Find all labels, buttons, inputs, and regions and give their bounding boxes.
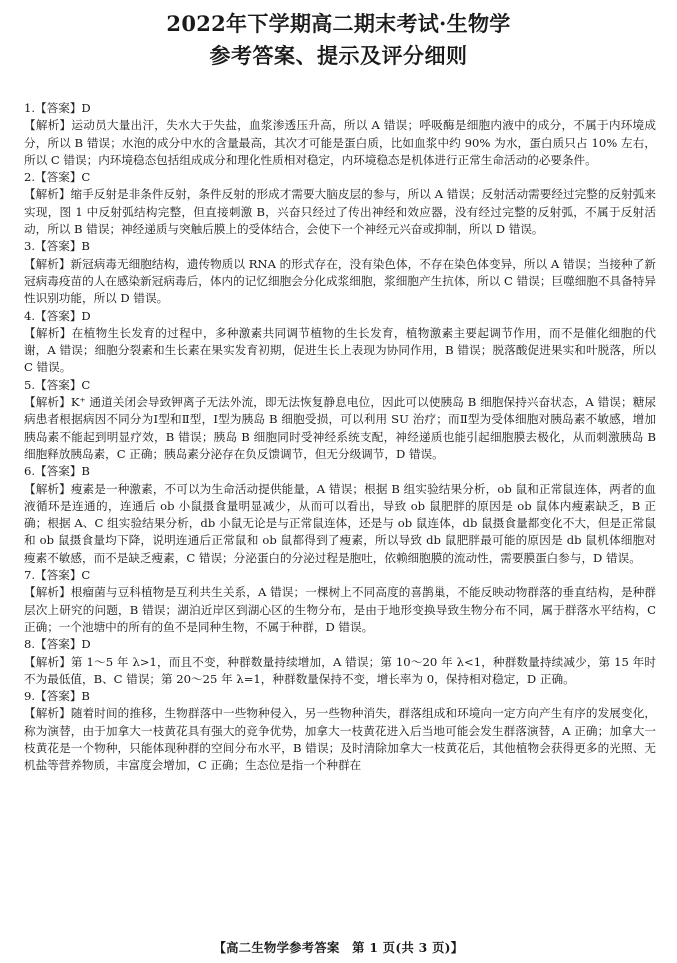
answer-label: 1.【答案】D [24,101,91,115]
answer-explanation: 【解析】瘦素是一种激素，不可以为生命活动提供能量，A 错误；根据 B 组实验结果分析，ob 鼠和正常鼠连体，两者的血液循环是连通的，连通后 ob 小鼠摄食量明显减少，从而可以看出，导致 ob 鼠肥胖的原因是 ob 鼠体内瘦素缺乏，B 正确；根据 A、C 组实验结果分析，db 小鼠无论是与正常鼠连体，还是与 ob 鼠连体，db 鼠摄食量都变化不大，但是正常鼠和 ob 鼠摄食量均下降，说明连通后正常鼠和 ob 鼠都得到了瘦素，所以导致 db 鼠肥胖最可能的原因是 db 鼠机体细胞对瘦素不敏感，而不是缺乏瘦素，C 错误；分泌蛋白的分泌过程是胞吐，依赖细胞膜的流动性，需要膜蛋白参与，D 错误。 [24,481,656,565]
answer-label: 7.【答案】C [24,568,91,583]
answer-label: 9.【答案】B [24,689,90,704]
answer-item [24,238,656,307]
answer-item [24,100,656,169]
answer-item [24,377,656,463]
answer-label: 4.【答案】D [24,308,91,323]
answer-item [24,169,656,238]
answer-explanation: 【解析】随着时间的推移，生物群落中一些物种侵入，另一些物种消失，群落组成和环境向一定方向产生有序的发展变化，称为演替，由于加拿大一枝黄花具有强大的竞争优势，加拿大一枝黄花进入后当地可能会发生群落演替，A 正确；加拿大一枝黄花是一个物种，只能体现种群的空间分布水平，B 错误；及时清除加拿大一枝黄花后，其他植物会获得更多的光照、无机盐等营养物质，丰富度会增加，C 正确；生态位是指一个种群在 [24,706,656,773]
answer-label: 2.【答案】C [24,170,91,185]
answer-explanation: 【解析】第 1～5 年 λ>1，而且不变，种群数量持续增加，A 错误；第 10～20 年 λ<1，种群数量持续减少，第 15 年时不为最低值，B、C 错误；第 20～25 年 λ=1，种群数量保持不变，增长率为 0，保持相对稳定，D 正确。 [24,654,656,686]
answer-explanation: 【解析】在植物生长发育的过程中，多种激素共同调节植物的生长发育，植物激素主要起调节作用，而不是催化细胞的代谢，A 错误；细胞分裂素和生长素在果实发育初期，促进生长上表现为协同作用，B 错误；脱落酸促进果实和叶脱落，所以 C 错误。 [24,325,656,375]
answer-explanation: 【解析】根瘤菌与豆科植物是互利共生关系，A 错误；一棵树上不同高度的喜鹊巢，不能反映动物群落的垂直结构，是种群层次上研究的问题，B 错误；湖泊近岸区到湖心区的生物分布，是由于地形变换导致生物分布不同，属于群落水平结构，C 正确；一个池塘中的所有的鱼不是同种生物，不属于种群，D 错误。 [24,585,656,634]
answer-label: 5.【答案】C [24,377,91,392]
document-title: 2022年下学期高二期末考试·生物学 [166,11,511,36]
answer-item [24,308,656,377]
answer-label: 3.【答案】B [24,239,90,254]
answer-item [24,688,656,774]
answer-explanation: 【解析】K⁺ 通道关闭会导致钾离子无法外流，即无法恢复静息电位，因此可以使胰岛 B 细胞保持兴奋状态，A 错误；糖尿病患者根据病因不同分为Ⅰ型和Ⅱ型，Ⅰ型为胰岛 B 细胞受损，可以利用 SU 治疗；而Ⅱ型为受体细胞对胰岛素不敏感，增加胰岛素不能起到明显疗效，B 错误；胰岛 B 细胞同时受神经系统支配，神经递质也能引起细胞膜去极化，从而刺激胰岛 B 细胞释放胰岛素，C 正确；胰岛素分泌存在负反馈调节，但无分级调节，D 错误。 [24,395,656,461]
answer-explanation: 【解析】缩手反射是非条件反射，条件反射的形成才需要大脑皮层的参与，所以 A 错误；反射活动需要经过完整的反射弧来实现，图 1 中反射弧结构完整，但直接刺激 B，兴奋只经过了传出神经和效应器，没有经过完整的反射弧，不属于反射活动，所以 B 错误；神经递质与突触后膜上的受体结合，会使下一个神经元兴奋或抑制，所以 D 错误。 [24,187,656,237]
answer-item [24,463,656,567]
answer-explanation: 【解析】运动员大量出汗，失水大于失盐，血浆渗透压升高，所以 A 错误；呼吸酶是细胞内液中的成分，不属于内环境成分，所以 B 错误；水泡的成分中水的含量最高，其次才可能是蛋白质，比如血浆中约 90% 为水，蛋白质只占 10% 左右，所以 C 错误；内环境稳态包括组成成分和理化性质相对稳定，内环境稳态是机体进行正常生命活动的必要条件。 [24,118,656,167]
answer-item [24,567,656,636]
answer-label: 8.【答案】D [24,637,91,652]
answer-explanation: 【解析】新冠病毒无细胞结构，遗传物质以 RNA 的形式存在，没有染色体，不存在染色体变异，所以 A 错误；当接种了新冠病毒疫苗的人在感染新冠病毒后，体内的记忆细胞会分化成浆细胞，浆细胞产生抗体，所以 C 错误；巨噬细胞不具备特异性识别功能，所以 D 错误。 [24,256,656,306]
answer-label: 6.【答案】B [24,464,90,479]
answer-list [24,100,656,775]
page-footer: 【高二生物学参考答案 第 1 页(共 3 页)】 [213,940,464,955]
answer-item [24,636,656,688]
document-subtitle: 参考答案、提示及评分细则 [209,43,468,68]
